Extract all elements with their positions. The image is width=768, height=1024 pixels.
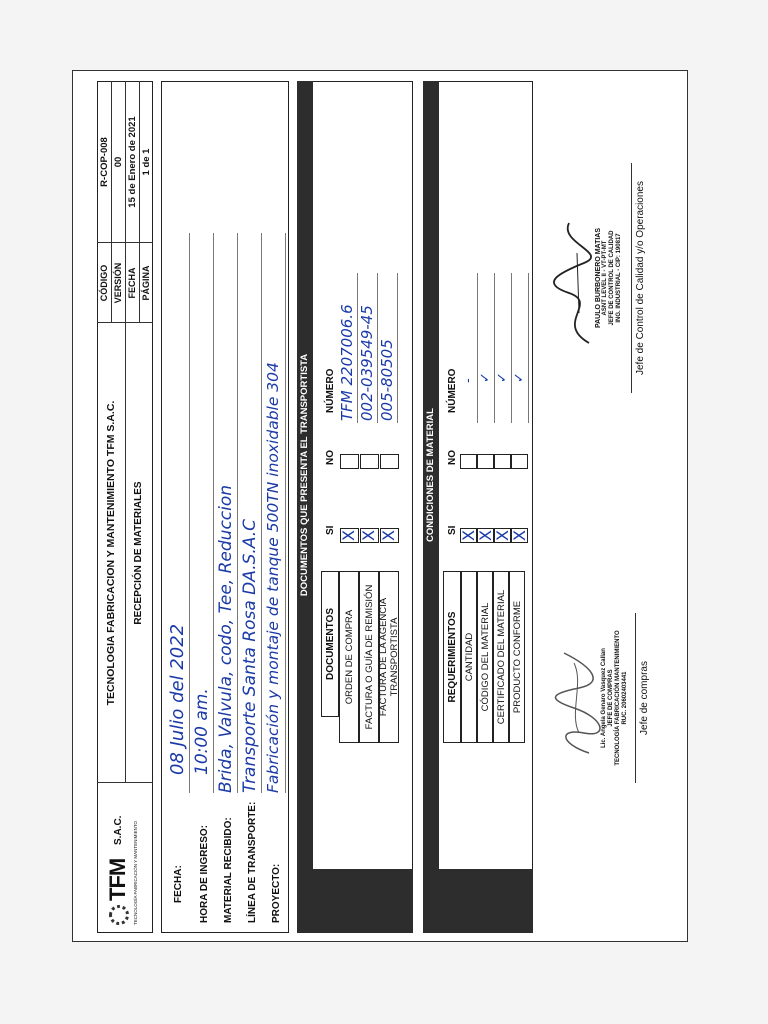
conditions-num-header: NÚMERO bbox=[447, 368, 458, 413]
documents-col-header: DOCUMENTOS bbox=[321, 571, 339, 717]
field-label-hora: HORA DE INGRESO: bbox=[199, 825, 210, 923]
doc-no-checkbox-1[interactable] bbox=[340, 454, 359, 469]
form-title: RECEPCIÓN DE MATERIALES bbox=[133, 481, 144, 625]
stamp-right: PAULO BURBONERO MATIAS ASNT LEVEL II - VT-PT-MT JEFE DE CONTROL DE CALIDAD ING. INDUSTRIAL - CIP: 190817 bbox=[595, 227, 622, 329]
doc-no-checkbox-2[interactable] bbox=[360, 454, 379, 469]
doc-si-checkbox-2[interactable]: X bbox=[360, 528, 379, 543]
documents-no-header: NO bbox=[325, 450, 336, 465]
doc-si-checkbox-3[interactable]: X bbox=[380, 528, 399, 543]
field-value-hora: 10:00 am. bbox=[192, 688, 212, 775]
date-value: 15 de Enero de 2021 bbox=[127, 116, 138, 208]
conditions-col-header: REQUERIMIENTOS bbox=[443, 571, 461, 743]
cond-no-checkbox-2[interactable] bbox=[477, 454, 494, 469]
signature-right bbox=[549, 153, 659, 403]
cond-row-producto: PRODUCTO CONFORME bbox=[509, 571, 525, 743]
conditions-si-header: SI bbox=[447, 525, 458, 535]
documents-title: DOCUMENTOS QUE PRESENTA EL TRANSPORTISTA bbox=[297, 81, 313, 869]
field-label-transporte: LÍNEA DE TRANSPORTE: bbox=[247, 801, 258, 923]
rotated-form: TFM S.A.C. TECNOLOGÍA FABRICACIÓN Y MANTENIMIENTO TECNOLOGIA FABRICACION Y MANTENIMIENTO TFM S.A.C. RECEPCIÓN DE MATERIALES CÓDIGO VERSIÓN FECHA PÁGINA R-COP-008 00 15 de Enero de 2021 1 de 1 FECHA: HORA DE INGRESO: MATERIAL RECIBIDO: LÍNEA DE TRANSPORTE: PROYECTO: 08 Julio del 2022 10:00 am. Brida, Valvula, codo, Tee, Reduccion Transporte Santa Rosa DA.S.A.C Fabricación y montaje de tanque 500TN inoxidable 304 DOCUMENTOS QUE PRESENTA EL TRANSPORTISTA DOCUMENTOS ORDEN DE COMPRA FACTURA O GUÍA DE REMISIÓN FACTURA DE LA AGENCIA TRANSPORTISTA SI NO NÚMERO X X X TFM 2207006.6 002-039549-45 005-80505 CONDICIONES DE MATERIAL REQUERIMIENTOS CANTIDAD CÓDIGO DEL MATERIAL CERTIFICADO DEL MATERIAL PRODUCTO CONFORME SI NO NÚMERO X X X X - ✓ ✓ ✓ Lic. Angela Genaro Vasquez Callan JEFE DE COMPRAS TECNOLOGÍA FABRICACIÓN MANTENIMIENTO RUC. 20602403441 Jefe de compras PAULO BURBONERO MATIAS ASNT LEVEL II - VT-PT-MT JEFE DE CONTROL DE CALIDAD ING. INDUSTRIAL - CIP: 190817 Jefe de Control de Calidad y/o Operaciones bbox=[73, 71, 688, 942]
doc-row-factura: FACTURA O GUÍA DE REMISIÓN bbox=[359, 571, 379, 743]
cond-si-checkbox-1[interactable]: X bbox=[460, 528, 477, 543]
stamp-left: Lic. Angela Genaro Vasquez Callan JEFE DE COMPRAS TECNOLOGÍA FABRICACIÓN MANTENIMIENTO RUC. 20602403441 bbox=[601, 630, 628, 766]
conditions-box bbox=[423, 81, 533, 933]
doc-si-checkbox-1[interactable]: X bbox=[340, 528, 359, 543]
company-name: TECNOLOGIA FABRICACION Y MANTENIMIENTO TFM S.A.C. bbox=[105, 400, 117, 706]
cond-si-checkbox-3[interactable]: X bbox=[494, 528, 511, 543]
cond-no-checkbox-3[interactable] bbox=[494, 454, 511, 469]
conditions-no-header: NO bbox=[447, 450, 458, 465]
code-value: R-COP-008 bbox=[99, 137, 110, 187]
form-sheet bbox=[72, 70, 688, 942]
brand-text: TFM bbox=[105, 858, 130, 901]
cond-number-cantidad: - bbox=[461, 378, 476, 383]
version-value: 00 bbox=[113, 156, 124, 168]
cond-si-checkbox-2[interactable]: X bbox=[477, 528, 494, 543]
doc-row-agencia: FACTURA DE LA AGENCIA TRANSPORTISTA bbox=[379, 571, 399, 743]
signature-scribble-left bbox=[549, 643, 609, 763]
documents-num-header: NÚMERO bbox=[325, 368, 336, 413]
cond-number-certificado: ✓ bbox=[495, 372, 510, 383]
field-value-material: Brida, Valvula, codo, Tee, Reduccion bbox=[216, 484, 236, 793]
cond-number-producto: ✓ bbox=[512, 372, 527, 383]
field-value-proyecto: Fabricación y montaje de tanque 500TN inoxidable 304 bbox=[264, 362, 282, 793]
field-label-fecha: FECHA: bbox=[173, 865, 184, 903]
field-value-transporte: Transporte Santa Rosa DA.S.A.C bbox=[240, 518, 260, 793]
cond-row-certificado: CERTIFICADO DEL MATERIAL bbox=[493, 571, 509, 743]
field-label-material: MATERIAL RECIBIDO: bbox=[223, 817, 234, 923]
brand-tagline: TECNOLOGÍA FABRICACIÓN Y MANTENIMIENTO bbox=[133, 820, 138, 925]
cond-row-codigo: CÓDIGO DEL MATERIAL bbox=[477, 571, 493, 743]
signature-left bbox=[549, 613, 659, 783]
field-label-proyecto: PROYECTO: bbox=[271, 863, 282, 923]
documents-box bbox=[297, 81, 413, 933]
brand-suffix: S.A.C. bbox=[113, 815, 124, 845]
doc-row-orden: ORDEN DE COMPRA bbox=[339, 571, 359, 743]
gear-icon bbox=[109, 905, 129, 925]
cond-number-codigo: ✓ bbox=[478, 372, 493, 383]
doc-number-agencia: 005-80505 bbox=[378, 339, 396, 421]
cond-no-checkbox-1[interactable] bbox=[460, 454, 477, 469]
cond-si-checkbox-4[interactable]: X bbox=[511, 528, 528, 543]
page-value: 1 de 1 bbox=[141, 148, 152, 176]
doc-number-factura: 002-039549-45 bbox=[358, 305, 376, 421]
caption-jefe-compras: Jefe de compras bbox=[639, 661, 650, 735]
documents-si-header: SI bbox=[325, 525, 336, 535]
conditions-title: CONDICIONES DE MATERIAL bbox=[423, 81, 439, 869]
company-logo bbox=[103, 787, 147, 927]
doc-no-checkbox-3[interactable] bbox=[380, 454, 399, 469]
field-value-fecha: 08 Julio del 2022 bbox=[167, 623, 188, 775]
caption-jefe-calidad: Jefe de Control de Calidad y/o Operaciones bbox=[635, 181, 646, 376]
cond-row-cantidad: CANTIDAD bbox=[461, 571, 477, 743]
doc-number-orden: TFM 2207006.6 bbox=[338, 304, 356, 421]
cond-no-checkbox-4[interactable] bbox=[511, 454, 528, 469]
